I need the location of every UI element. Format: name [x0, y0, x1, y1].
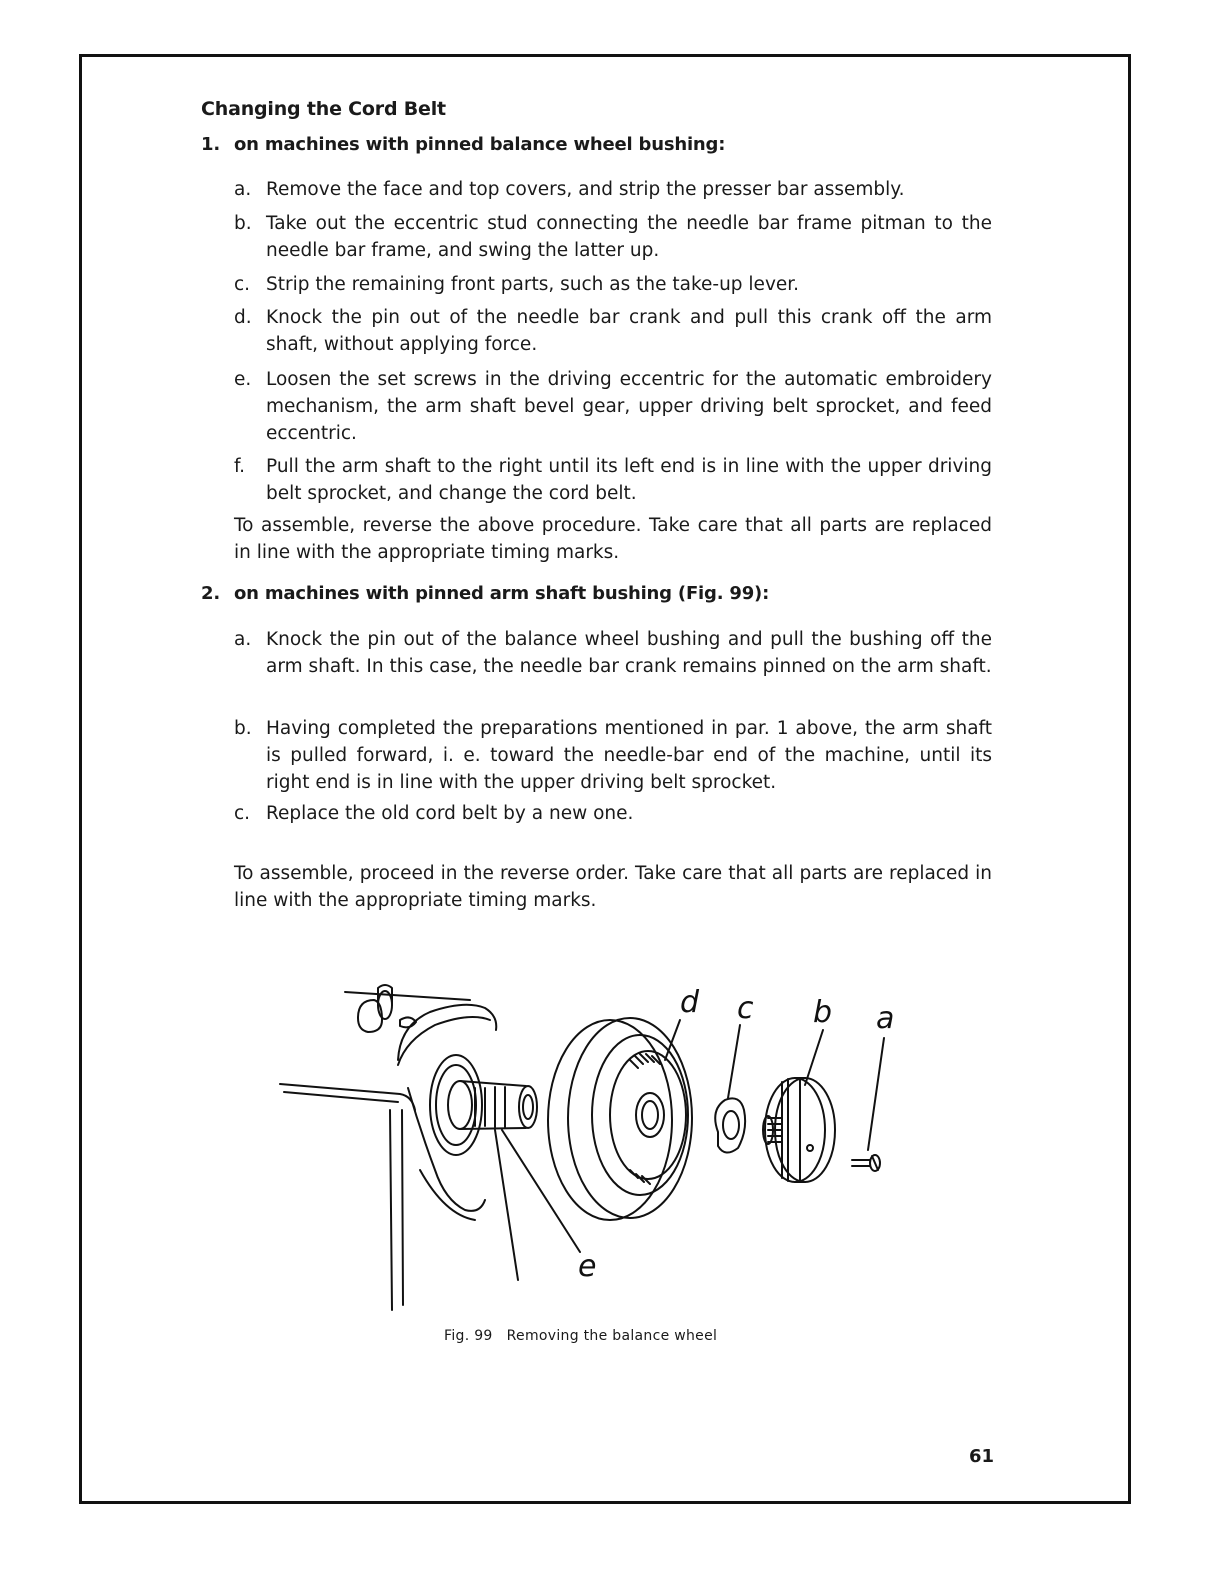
stop-motion-knob-illustration — [763, 1030, 835, 1182]
figure-caption-text: Removing the balance wheel — [506, 1328, 718, 1344]
page-title: Changing the Cord Belt — [201, 98, 446, 120]
list-item — [234, 453, 992, 507]
list-item — [234, 626, 992, 680]
assemble-note-2: To assemble, proceed in the reverse order. Take care that all parts are replaced in line with the appropriate timing marks. — [234, 863, 992, 911]
item-letter: f. — [234, 456, 246, 477]
item-letter: c. — [234, 803, 251, 824]
section-2-heading-text: on machines with pinned arm shaft bushing (Fig. 99): — [234, 583, 770, 604]
section-1-number: 1. — [201, 134, 220, 155]
list-item — [234, 366, 992, 447]
list-item — [234, 271, 992, 298]
item-text: Knock the pin out of the needle bar crank and pull this crank off the arm shaft, without applying force. — [266, 307, 992, 355]
figure-label-a: a — [876, 1001, 895, 1036]
item-text: Having completed the preparations mentioned in par. 1 above, the arm shaft is pulled forward, i. e. toward the needle-bar end of the machine, until its right end is in line with the upper driving belt sprocket. — [266, 718, 992, 793]
item-letter: c. — [234, 274, 251, 295]
page-number: 61 — [969, 1446, 995, 1467]
list-item — [234, 715, 992, 796]
machine-arm-illustration — [280, 985, 496, 1310]
figure-label-b: b — [813, 995, 833, 1030]
section-2-number: 2. — [201, 583, 220, 604]
section-1-heading-text: on machines with pinned balance wheel bushing: — [234, 134, 726, 155]
figure-label-c: c — [737, 991, 754, 1026]
item-text: Replace the old cord belt by a new one. — [266, 803, 634, 824]
list-item — [234, 800, 992, 827]
item-text: Take out the eccentric stud connecting the needle bar frame pitman to the needle bar frame, and swing the latter up. — [266, 213, 992, 261]
item-text: Pull the arm shaft to the right until its left end is in line with the upper driving belt sprocket, and change the cord belt. — [266, 456, 992, 504]
section-2-heading — [201, 583, 769, 604]
section-1-heading — [201, 134, 725, 155]
figure-label-e: e — [578, 1249, 597, 1284]
item-letter: a. — [234, 179, 252, 200]
list-item — [234, 210, 992, 264]
item-letter: d. — [234, 307, 252, 328]
item-letter: b. — [234, 718, 252, 739]
screw-illustration — [852, 1038, 884, 1171]
list-item — [234, 176, 992, 203]
figure-label-d: d — [680, 985, 700, 1020]
item-letter: a. — [234, 629, 252, 650]
item-letter: b. — [234, 213, 252, 234]
item-text: Strip the remaining front parts, such as the take-up lever. — [266, 274, 800, 295]
figure-caption-number: Fig. 99 — [444, 1328, 493, 1344]
item-letter: e. — [234, 369, 252, 390]
clutch-washer-illustration — [715, 1025, 745, 1153]
assemble-note-1: To assemble, reverse the above procedure. Take care that all parts are replaced in line with the appropriate timing marks. — [234, 515, 992, 563]
item-text: Loosen the set screws in the driving eccentric for the automatic embroidery mechanism, the arm shaft bevel gear, upper driving belt sprocket, and feed eccentric. — [266, 369, 992, 444]
balance-wheel-illustration — [548, 1018, 692, 1220]
figure-caption — [444, 1328, 717, 1344]
item-text: Remove the face and top covers, and strip the presser bar assembly. — [266, 179, 905, 200]
item-text: Knock the pin out of the balance wheel bushing and pull the bushing off the arm shaft. In this case, the needle bar crank remains pinned on the arm shaft. — [266, 629, 992, 677]
balance-wheel-figure — [270, 970, 950, 1330]
arm-shaft-illustration — [430, 1055, 580, 1280]
list-item — [234, 304, 992, 358]
